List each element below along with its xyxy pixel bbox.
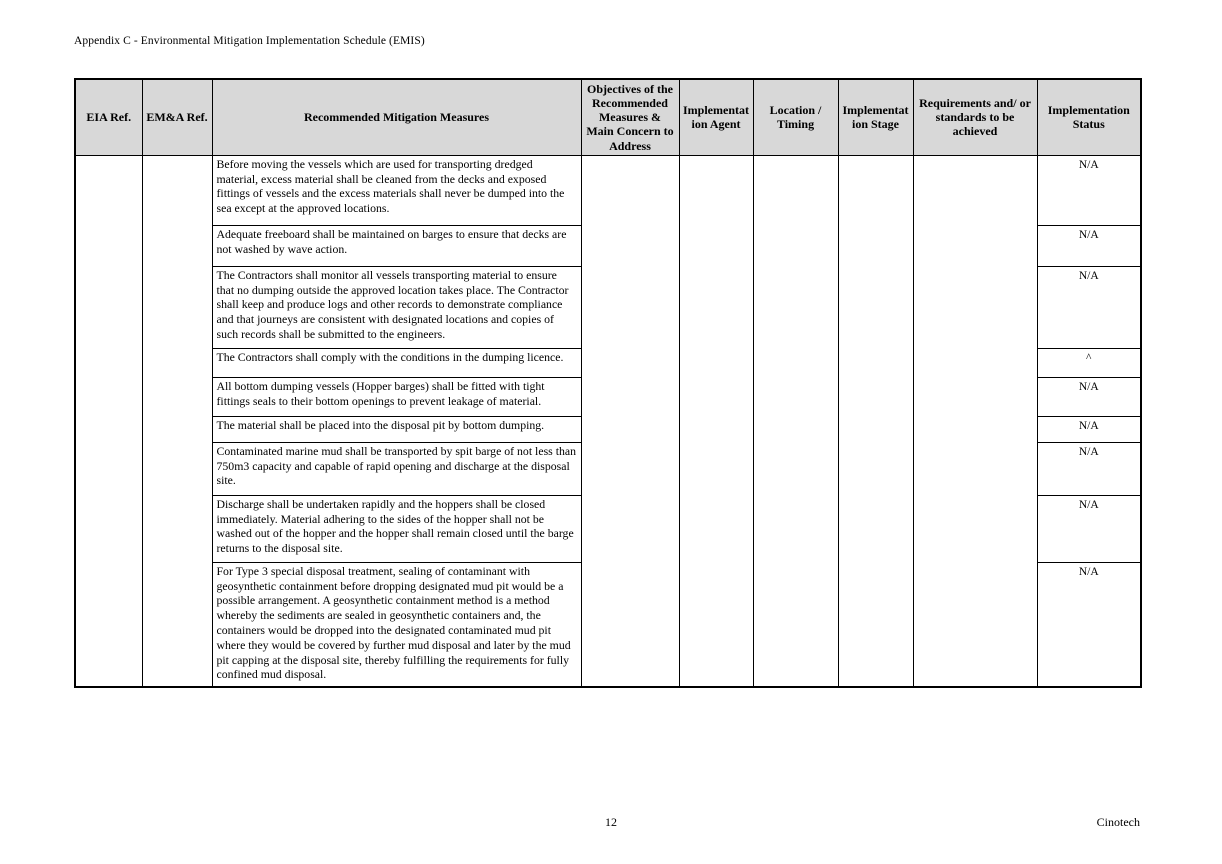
table-row: [75, 155, 1141, 225]
stage-cell: [838, 155, 913, 687]
status-cell: ^: [1037, 348, 1141, 377]
col-header-ema-ref: EM&A Ref.: [142, 79, 212, 155]
status-cell: N/A: [1037, 155, 1141, 225]
col-header-requirements: Requirements and/ or standards to be achieved: [913, 79, 1037, 155]
eia-ref-cell: [75, 155, 142, 687]
measure-cell: The material shall be placed into the disposal pit by bottom dumping.: [212, 416, 581, 442]
status-cell: N/A: [1037, 377, 1141, 416]
location-timing-cell: [753, 155, 838, 687]
emis-table: [74, 78, 1142, 688]
col-header-status: Implementation Status: [1037, 79, 1141, 155]
col-header-agent: Implementation Agent: [679, 79, 753, 155]
table-header-row: [75, 79, 1141, 155]
requirements-cell: [913, 155, 1037, 687]
measure-cell: The Contractors shall comply with the conditions in the dumping licence.: [212, 348, 581, 377]
col-header-measures: Recommended Mitigation Measures: [212, 79, 581, 155]
status-cell: N/A: [1037, 442, 1141, 495]
objectives-cell: [581, 155, 679, 687]
col-header-objectives: Objectives of the Recommended Measures & Main Concern to Address: [581, 79, 679, 155]
measure-cell: For Type 3 special disposal treatment, sealing of contaminant with geosynthetic containment before dropping designated mud pit would be a possible arrangement. A geosynthetic containment method is a method whereby the sediments are sealed in geosynthetic containers and, the containers would be dropped into the designated contaminated mud pit where they would be covered by further mud disposal and later by the mud pit capping at the disposal site, thereby fulfilling the requirements for fully confined mud disposal.: [212, 562, 581, 687]
status-cell: N/A: [1037, 495, 1141, 562]
ema-ref-cell: [142, 155, 212, 687]
status-cell: N/A: [1037, 562, 1141, 687]
col-header-stage: Implementation Stage: [838, 79, 913, 155]
status-cell: N/A: [1037, 416, 1141, 442]
measure-cell: Adequate freeboard shall be maintained on barges to ensure that decks are not washed by wave action.: [212, 225, 581, 266]
measure-cell: The Contractors shall monitor all vessels transporting material to ensure that no dumping outside the approved location takes place. The Contractor shall keep and produce logs and other records to demonstrate compliance and that journeys are consistent with designated locations and copies of such records shall be submitted to the engineers.: [212, 266, 581, 348]
page-title: Appendix C - Environmental Mitigation Implementation Schedule (EMIS): [74, 35, 425, 47]
agent-cell: [679, 155, 753, 687]
measure-cell: All bottom dumping vessels (Hopper barges) shall be fitted with tight fittings seals to their bottom openings to prevent leakage of material.: [212, 377, 581, 416]
status-cell: N/A: [1037, 225, 1141, 266]
measure-cell: Contaminated marine mud shall be transported by spit barge of not less than 750m3 capacity and capable of rapid opening and discharge at the disposal site.: [212, 442, 581, 495]
col-header-location-timing: Location / Timing: [753, 79, 838, 155]
measure-cell: Discharge shall be undertaken rapidly and the hoppers shall be closed immediately. Material adhering to the sides of the hopper shall not be washed out of the hopper and the hopper shall remain closed until the barge returns to the disposal site.: [212, 495, 581, 562]
page-number: 12: [605, 815, 617, 829]
col-header-eia-ref: EIA Ref.: [75, 79, 142, 155]
measure-cell: Before moving the vessels which are used for transporting dredged material, excess material shall be cleaned from the decks and exposed fittings of vessels and the excess materials shall never be dumped into the sea except at the approved locations.: [212, 155, 581, 225]
status-cell: N/A: [1037, 266, 1141, 348]
company-name: Cinotech: [1096, 815, 1140, 829]
